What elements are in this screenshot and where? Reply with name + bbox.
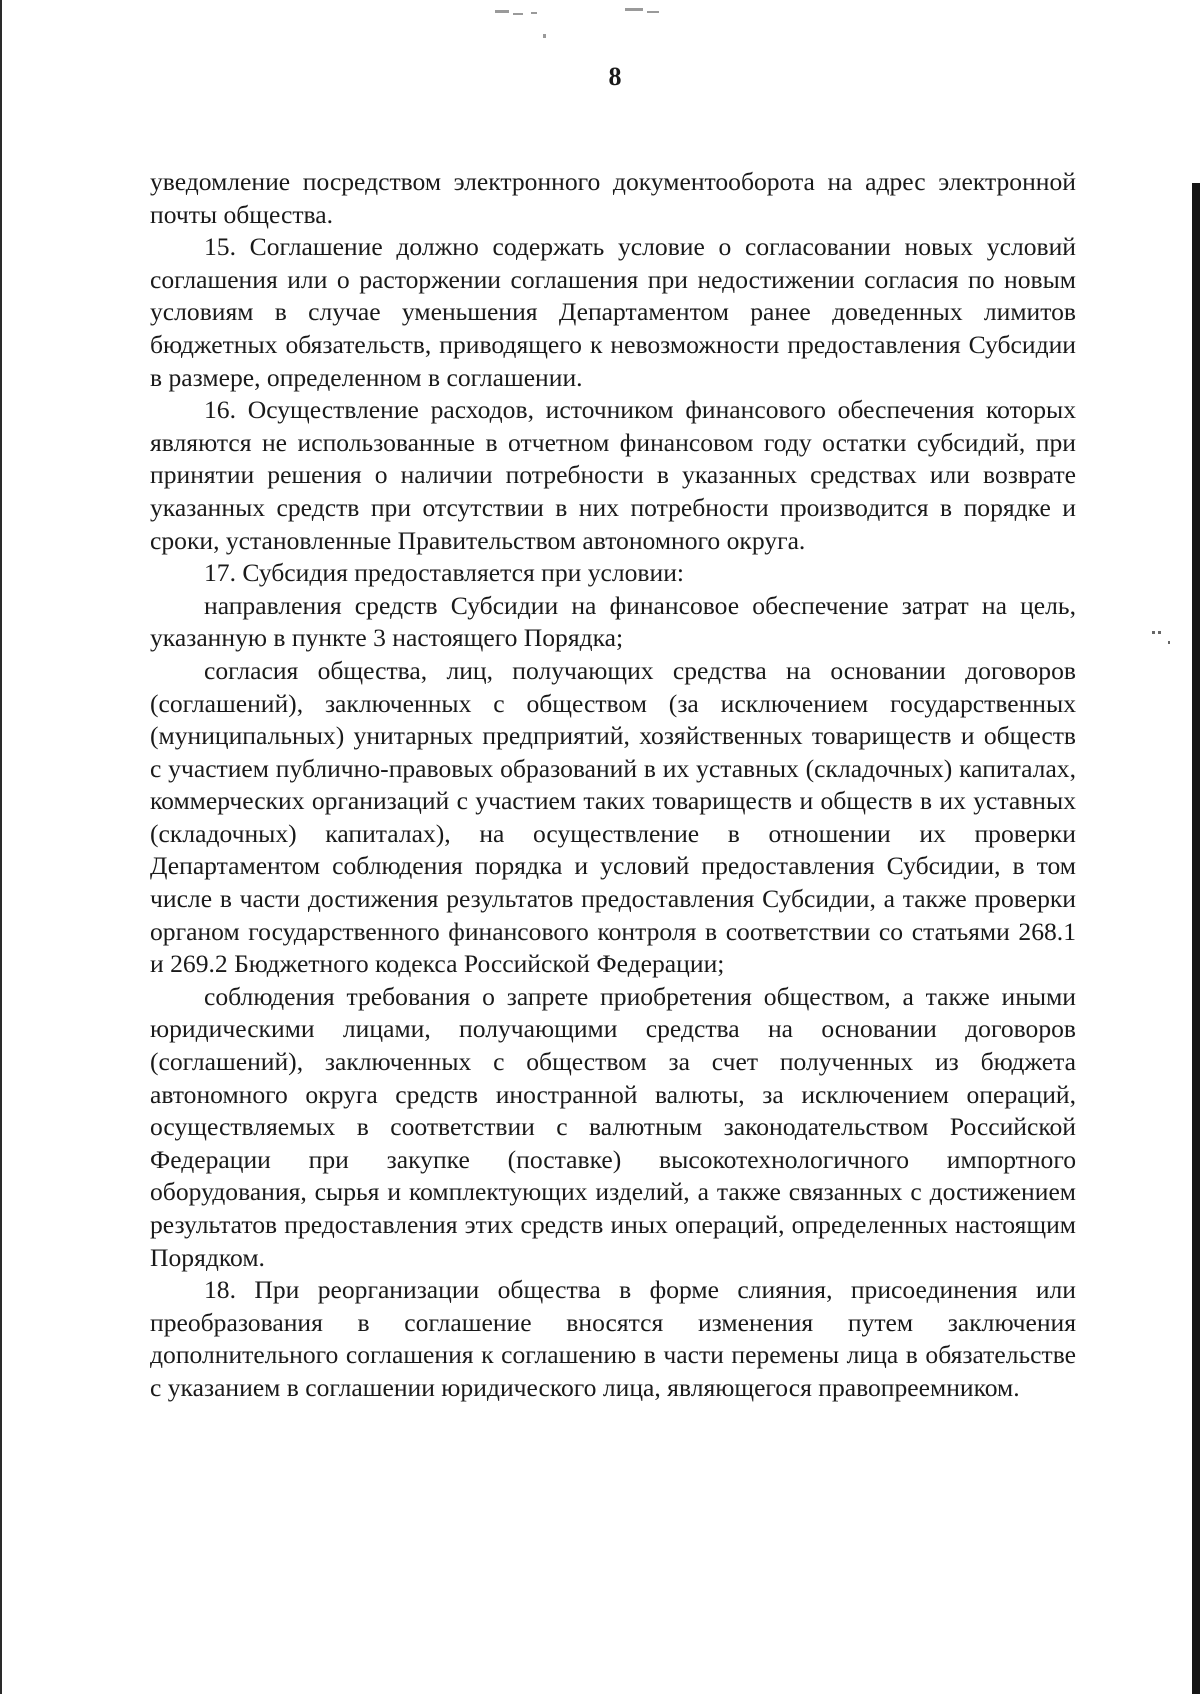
page-number: 8 [608,62,622,91]
document-body [150,166,1076,1405]
scan-left-edge [0,0,2,1694]
scan-speck [1150,625,1180,655]
paragraph-continuation: уведомление посредством электронного документооборота на адрес электронной почты общества. [150,167,1076,229]
paragraph-17: 17. Субсидия предоставляется при условии: [204,558,685,588]
paragraph-15: 15. Соглашение должно содержать условие о согласовании новых условий соглашения или о расторжении соглашения при недостижении согласия по новым условиям в случае уменьшения Департаментом ранее доведенных лимитов бюджетных обязательств, приводящего к невозможности предоставления Субсидии в размере, определенном в соглашении. [150,232,1076,392]
paragraph-17-condition-currency: соблюдения требования о запрете приобретения обществом, а также иными юридическими лицами, получающими средства на основании договоров (соглашений), заключенных с обществом за счет полученных из бюджета автономного округа средств иностранной валюты, за исключением операций, осуществляемых в соответствии с валютным законодательством Российской Федерации при закупке (поставке) высокотехнологичного импортного оборудования, сырья и комплектующих изделий, а также связанных с достижением результатов предоставления этих средств иных операций, определенных настоящим Порядком. [150,981,1076,1272]
paragraph-17-condition-consent: согласия общества, лиц, получающих средства на основании договоров (соглашений), заключенных с обществом (за исключением государственных (муниципальных) унитарных предприятий, хозяйственных товариществ и обществ с участием публично-правовых образований в их уставных (складочных) капиталах, коммерческих организаций с участием таких товариществ и обществ в их уставных (складочных) капиталах), на осуществление в отношении их проверки Департаментом соблюдения порядка и условий предоставления Субсидии, в том числе в части достижения результатов предоставления Субсидии, а также проверки органом государственного финансового контроля в соответствии со статьями 268.1 и 269.2 Бюджетного кодекса Российской Федерации; [150,655,1076,979]
paragraph-17-condition-purpose: направления средств Субсидии на финансовое обеспечение затрат на цель, указанную в пункте 3 настоящего Порядка; [150,590,1076,653]
scan-noise-mark [495,4,715,44]
paragraph-18: 18. При реорганизации общества в форме слияния, присоединения или преобразования в соглашение вносятся изменения путем заключения дополнительного соглашения к соглашению в части перемены лица в обязательстве с указанием в соглашении юридического лица, являющегося правопреемником. [150,1275,1076,1402]
scan-right-edge [1192,183,1200,1694]
paragraph-16: 16. Осуществление расходов, источником финансового обеспечения которых являются не использованные в отчетном финансовом году остатки субсидий, при принятии решения о наличии потребности в указанных средствах или возврате указанных средств при отсутствии в них потребности производится в порядке и сроки, установленные Правительством автономного округа. [150,395,1076,555]
